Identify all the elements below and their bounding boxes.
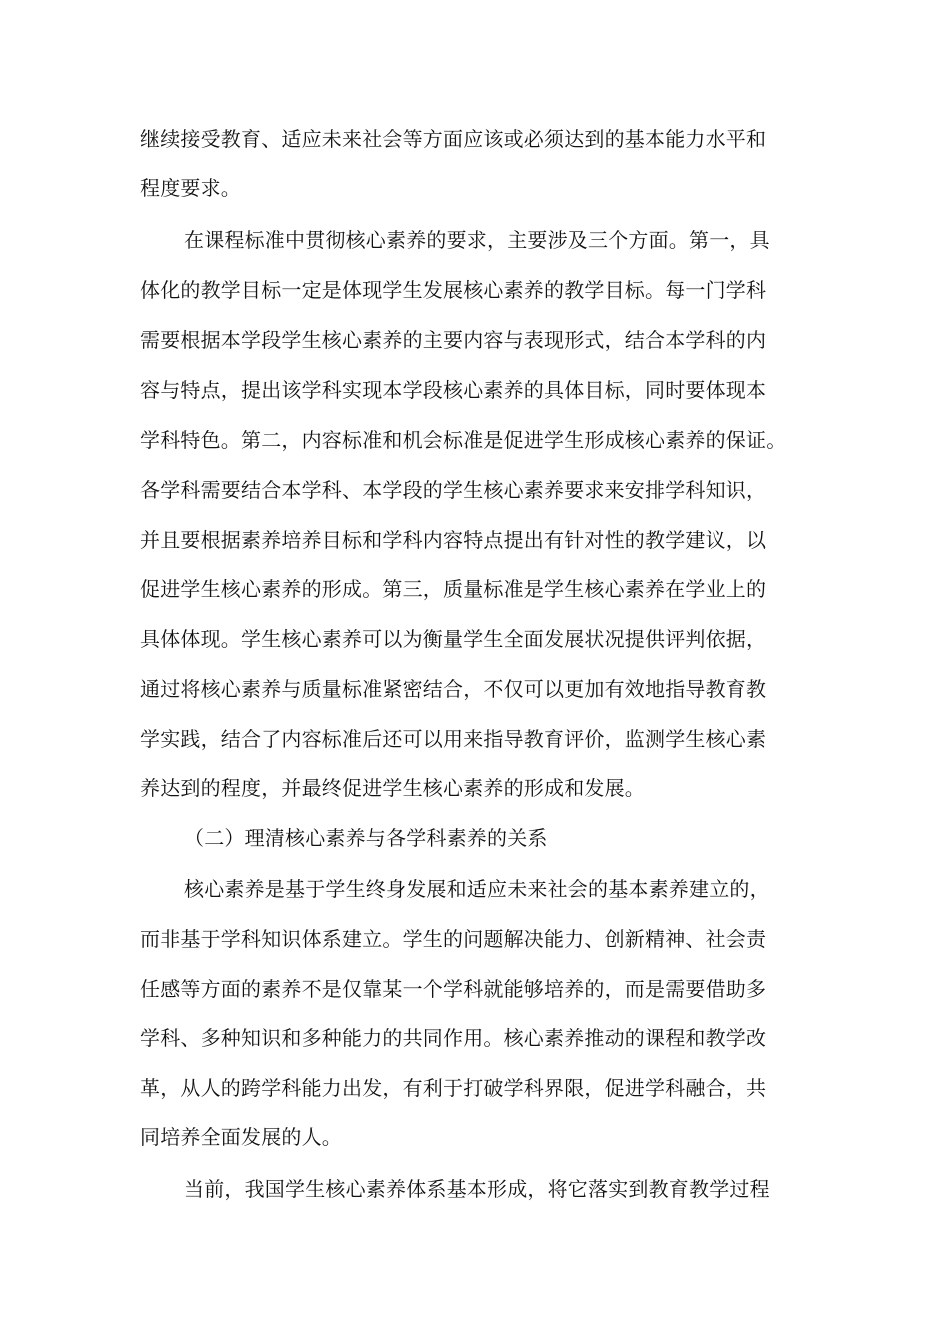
text-line: 学实践，结合了内容标准后还可以用来指导教育评价，监测学生核心素 [140, 727, 767, 751]
text-line: 促进学生核心素养的形成。第三，质量标准是学生核心素养在学业上的 [140, 577, 767, 601]
text-line: 而非基于学科知识体系建立。学生的问题解决能力、创新精神、社会责 [140, 927, 767, 951]
paragraph-start-line: 在课程标准中贯彻核心素养的要求，主要涉及三个方面。第一，具 [184, 228, 770, 252]
text-line: 同培养全面发展的人。 [140, 1125, 342, 1149]
text-line: 具体体现。学生核心素养可以为衡量学生全面发展状况提供评判依据， [140, 627, 767, 651]
text-line: 需要根据本学段学生核心素养的主要内容与表现形式，结合本学科的内 [140, 328, 767, 352]
text-line: 通过将核心素养与质量标准紧密结合，不仅可以更加有效地指导教育教 [140, 677, 767, 701]
text-line: 并且要根据素养培养目标和学科内容特点提出有针对性的教学建议，以 [140, 528, 767, 552]
text-line: 学科特色。第二，内容标准和机会标准是促进学生形成核心素养的保证。 [140, 428, 787, 452]
text-line: 继续接受教育、适应未来社会等方面应该或必须达到的基本能力水平和 [140, 127, 767, 151]
text-line: 各学科需要结合本学科、本学段的学生核心素养要求来安排学科知识， [140, 478, 767, 502]
text-line: 养达到的程度，并最终促进学生核心素养的形成和发展。 [140, 776, 645, 800]
text-line: 程度要求。 [140, 176, 241, 200]
text-line: 容与特点，提出该学科实现本学段核心素养的具体目标，同时要体现本 [140, 378, 767, 402]
text-line: 体化的教学目标一定是体现学生发展核心素养的教学目标。每一门学科 [140, 278, 767, 302]
text-line: 任感等方面的素养不是仅靠某一个学科就能够培养的，而是需要借助多 [140, 977, 767, 1001]
paragraph-start-line: 当前，我国学生核心素养体系基本形成，将它落实到教育教学过程 [184, 1177, 770, 1201]
text-line: 革，从人的跨学科能力出发，有利于打破学科界限，促进学科融合，共 [140, 1076, 767, 1100]
text-line: 学科、多种知识和多种能力的共同作用。核心素养推动的课程和教学改 [140, 1026, 767, 1050]
section-heading: （二）理清核心素养与各学科素养的关系 [184, 826, 548, 850]
paragraph-start-line: 核心素养是基于学生终身发展和适应未来社会的基本素养建立的， [184, 877, 770, 901]
